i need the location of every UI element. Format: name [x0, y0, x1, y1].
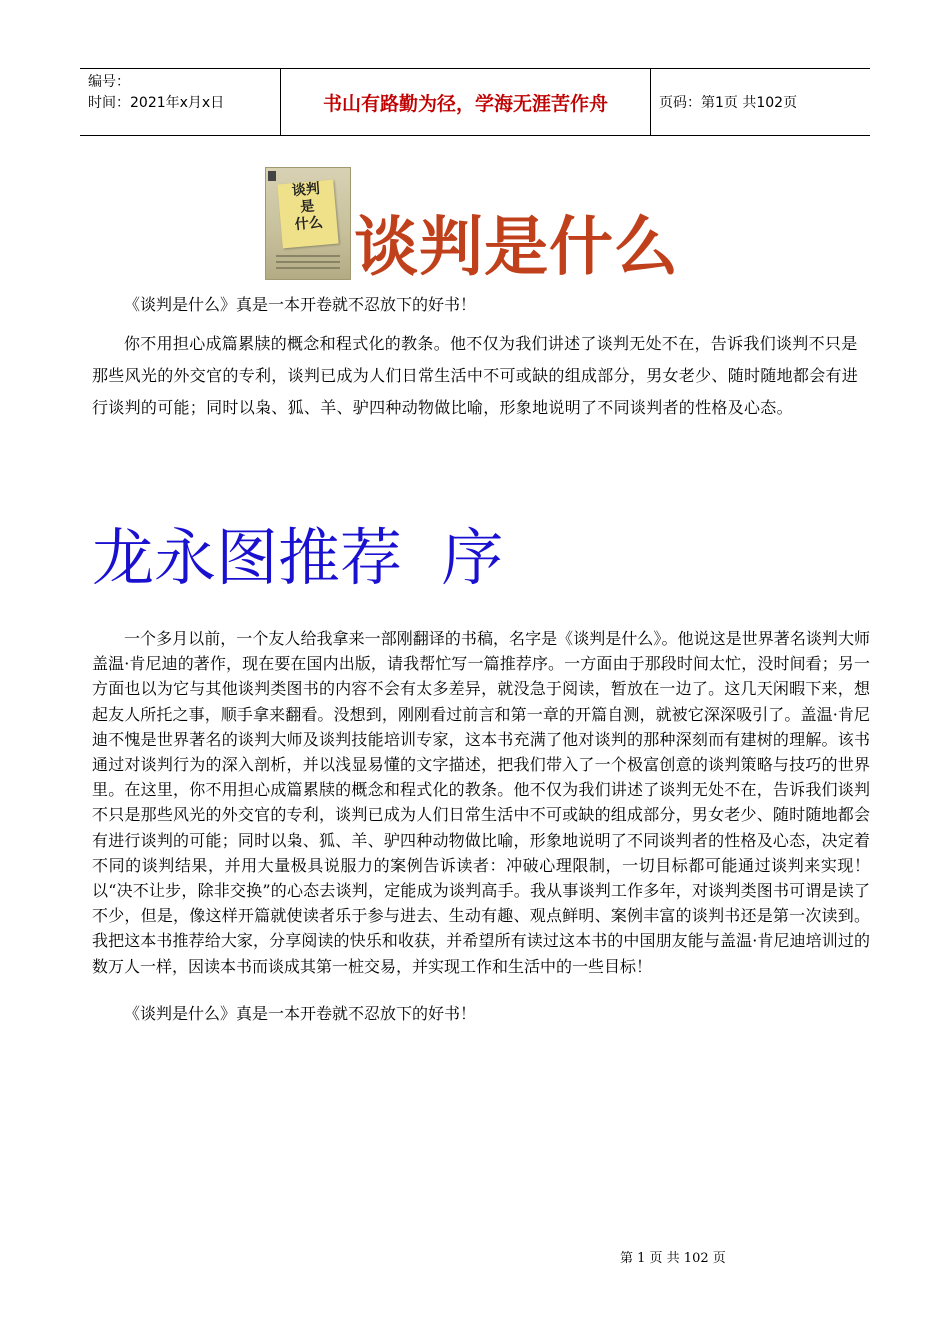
- header-page-info: 页码：第1页 共102页: [651, 69, 871, 136]
- cover-sticky-note: [277, 180, 338, 249]
- intro-paragraph: 《谈判是什么》真是一本开卷就不忍放下的好书！: [124, 295, 477, 314]
- time-label: 时间：2021年x月x日: [88, 95, 225, 111]
- header-meta: [80, 69, 281, 136]
- page-footer: 第 1 页 共 102 页: [620, 1251, 726, 1266]
- serial-label: 编号：: [88, 74, 130, 90]
- book-cover-image: [265, 167, 351, 280]
- preface-paragraph: 一个多月以前，一个友人给我拿来一部刚翻译的书稿，名字是《谈判是什么》。他说这是世界著名谈判大师盖温·肯尼迪的著作，现在要在国内出版，请我帮忙写一篇推荐序。一方面由于那段时间太忙，没时间看；另一方面也以为它与其他谈判类图书的内容不会有太多差异，就没急于阅读，暂放在一边了。这几天闲暇下来，想起友人所托之事，顺手拿来翻看。没想到，刚刚看过前言和第一章的开篇自测，就被它深深吸引了。盖温·肯尼迪不愧是世界著名的谈判大师及谈判技能培训专家，这本书充满了他对谈判的那种深刻而有建树的理解。该书通过对谈判行为的深入剖析，并以浅显易懂的文字描述，把我们带入了一个极富创意的谈判策略与技巧的世界里。在这里，你不用担心成篇累牍的概念和程式化的教条。他不仅为我们讲述了谈判无处不在，告诉我们谈判不只是那些风光的外交官的专利，谈判已成为人们日常生活中不可或缺的组成部分，男女老少、随时随地都会有进行谈判的可能；同时以枭、狐、羊、驴四种动物做比喻，形象地说明了不同谈判者的性格及心态，决定着不同的谈判结果，并用大量极具说服力的案例告诉读者：冲破心理限制，一切目标都可能通过谈判来实现！以“决不让步，除非交换”的心态去谈判，定能成为谈判高手。我从事谈判工作多年，对谈判类图书可谓是读了不少，但是，像这样开篇就使读者乐于参与进去、生动有趣、观点鲜明、案例丰富的谈判书还是第一次读到。我把这本书推荐给大家，分享阅读的快乐和收获，并希望所有读过这本书的中国朋友能与盖温·肯尼迪培训过的数万人一样，因读本书而谈成其第一桩交易，并实现工作和生活中的一些目标！: [92, 629, 870, 976]
- intro-paragraph: 你不用担心成篇累牍的概念和程式化的教条。他不仅为我们讲述了谈判无处不在，告诉我们谈判不只是那些风光的外交官的专利，谈判已成为人们日常生活中不可或缺的组成部分，男女老少、随时随地都会有进行谈判的可能；同时以枭、狐、羊、驴四种动物做比喻，形象地说明了不同谈判者的性格及心态。: [92, 334, 859, 417]
- intro-section: [92, 290, 862, 424]
- header-motto: 书山有路勤为径，学海无涯苦作舟: [281, 69, 651, 136]
- cover-title-line: 什么: [294, 214, 324, 234]
- preface-closing: 《谈判是什么》真是一本开卷就不忍放下的好书！: [124, 1003, 477, 1023]
- page-title: 谈判是什么: [354, 211, 679, 285]
- page-header: [80, 68, 870, 136]
- publisher-mark: [268, 171, 276, 181]
- section-title: 龙永图推荐 序: [92, 521, 504, 594]
- cover-title-line: 谈判: [291, 180, 321, 200]
- cover-title-line: 是: [299, 198, 316, 216]
- preface-body: [92, 626, 870, 1026]
- cover-text-lines: [276, 251, 340, 269]
